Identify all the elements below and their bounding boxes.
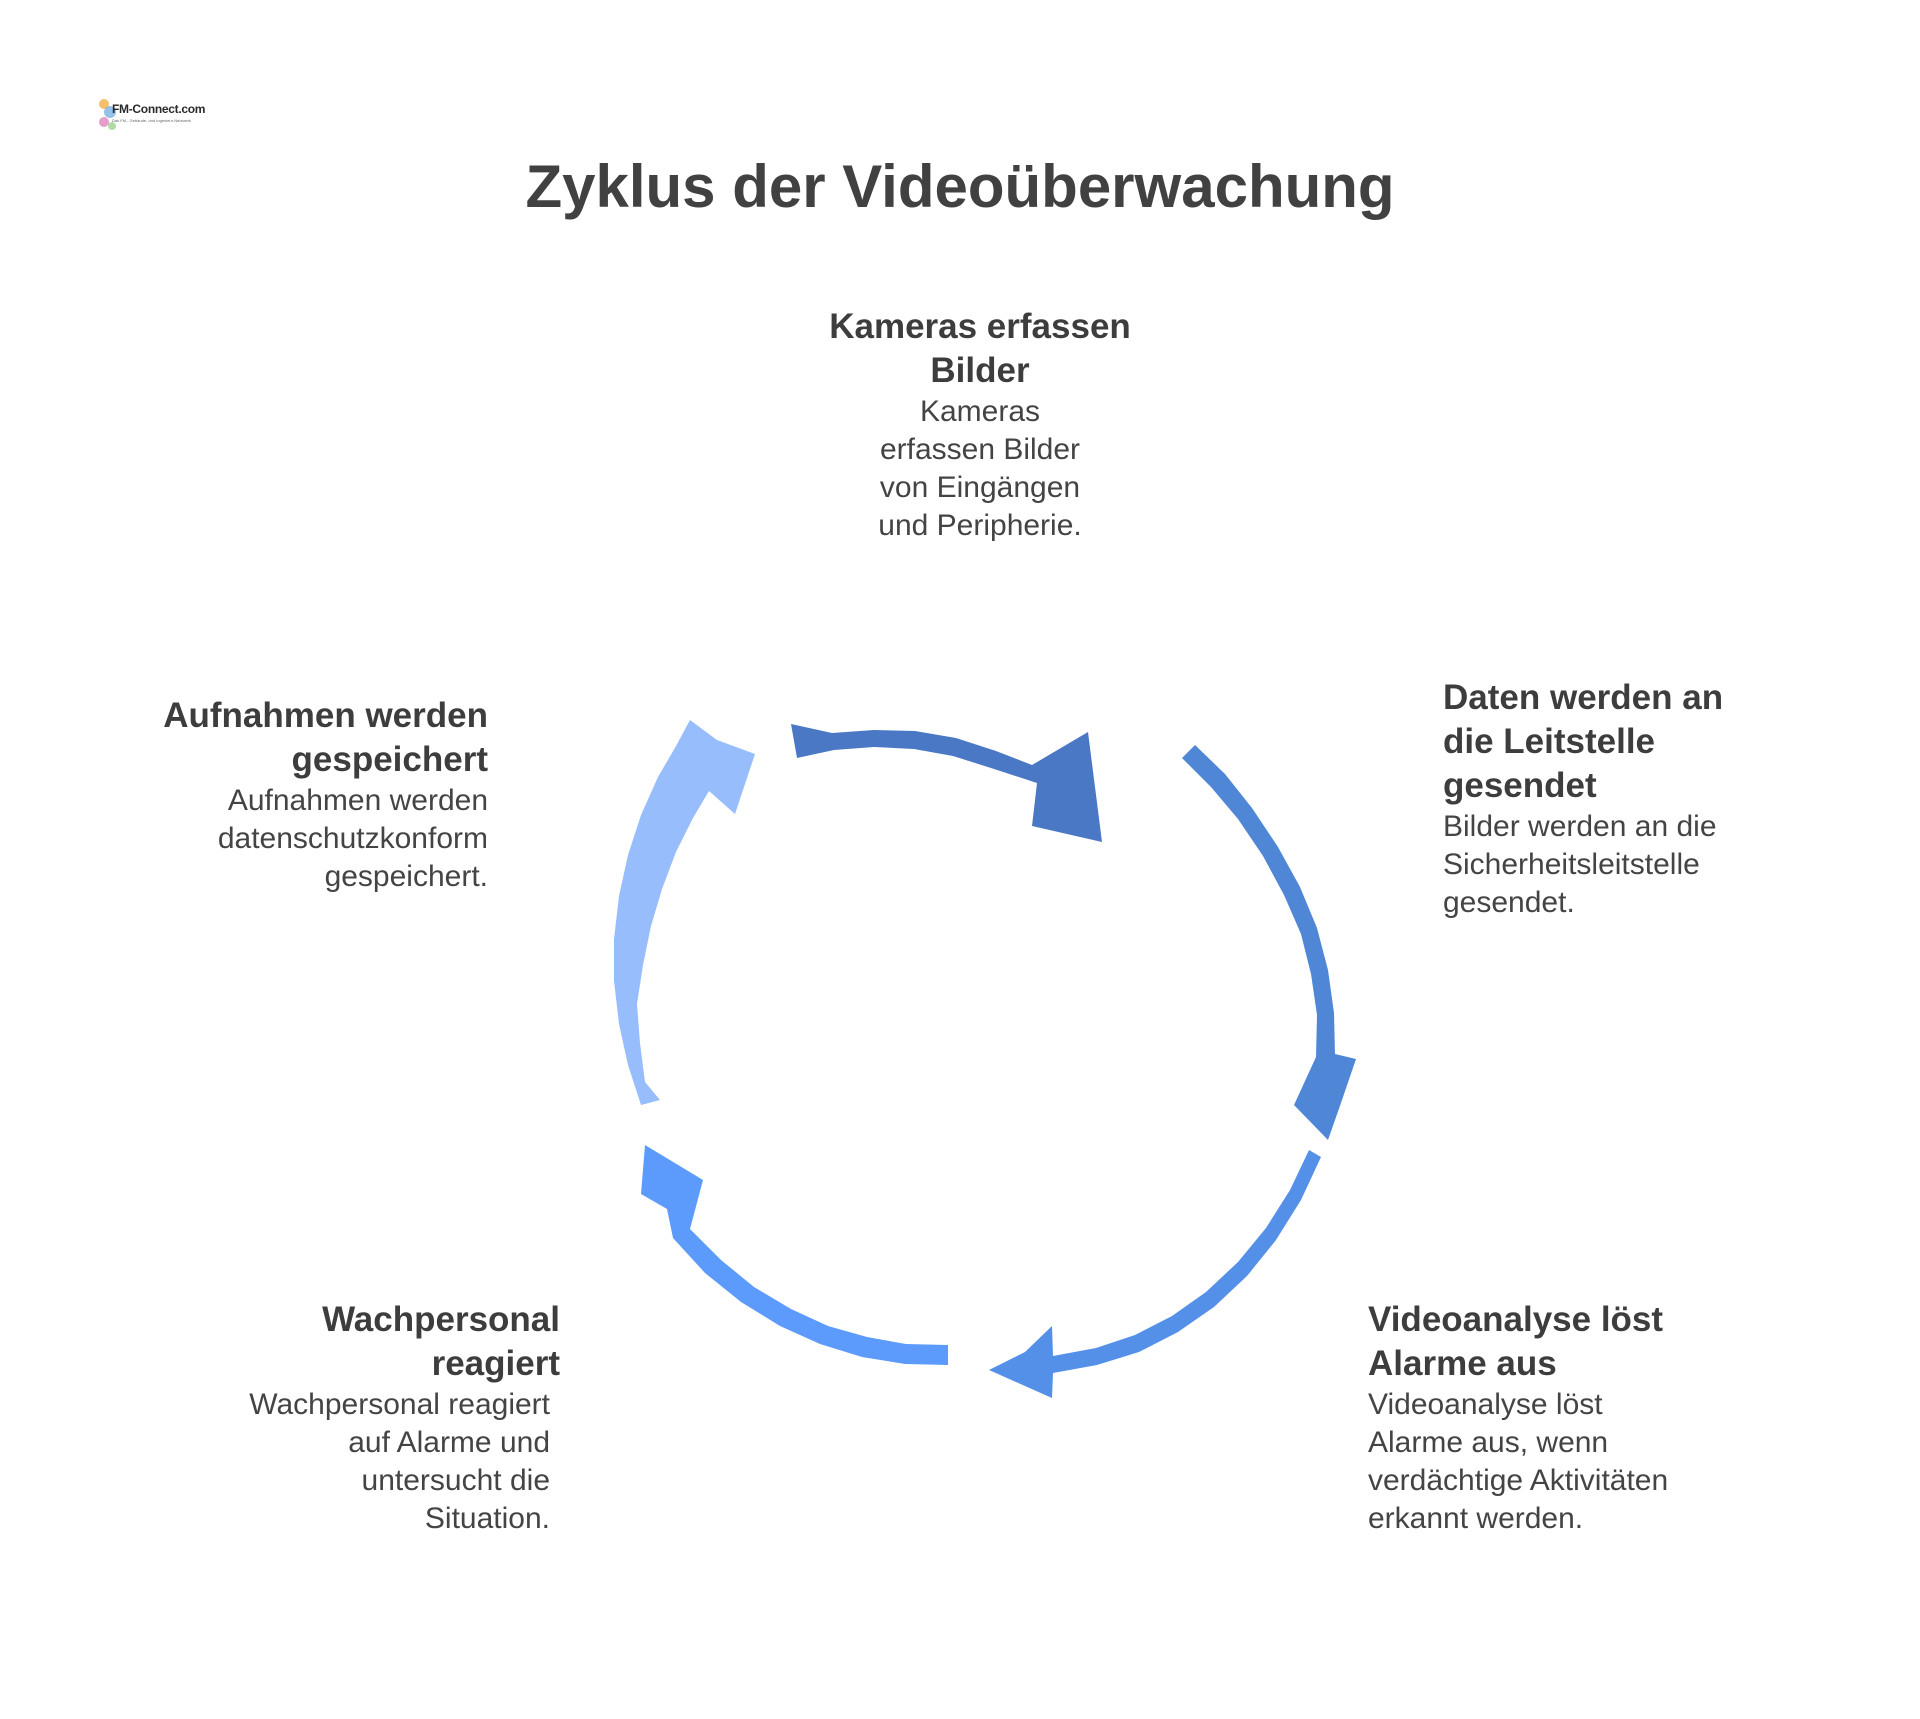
step-title: Aufnahmen werden gespeichert: [163, 696, 488, 779]
step-wachpersonal-reagiert: [230, 1298, 560, 1538]
logo-subtitle: Das FM-, Gebäude- und Ingenieur-Netzwerk: [112, 118, 191, 123]
step-description: Bilder werden an die Sicherheitsleitstelle gesendet.: [1443, 810, 1717, 919]
step-videoanalyse-alarme: [1368, 1298, 1698, 1538]
cycle-arrow-4: [641, 1145, 948, 1365]
step-title: Videoanalyse löst Alarme aus: [1368, 1300, 1664, 1383]
step-kameras-erfassen-bilder: [810, 305, 1150, 545]
logo-text: FM-Connect.com: [112, 102, 206, 116]
page-title: Zyklus der Videoüberwachung: [525, 153, 1395, 220]
step-description: Kameras erfassen Bilder von Eingängen und Peripherie.: [878, 395, 1082, 542]
step-title: Wachpersonal reagiert: [322, 1300, 560, 1383]
step-title: Daten werden an die Leitstelle gesendet: [1443, 678, 1724, 805]
cycle-arrow-5: [614, 720, 755, 1105]
cycle-arrow-2: [1182, 745, 1356, 1140]
step-title: Kameras erfassen Bilder: [829, 307, 1131, 390]
step-description: Wachpersonal reagiert auf Alarme und untersucht die Situation.: [249, 1388, 550, 1535]
step-description: Aufnahmen werden datenschutzkonform gespeichert.: [217, 784, 488, 893]
cycle-arrow-3: [989, 1150, 1321, 1398]
step-aufnahmen-gespeichert: [120, 694, 488, 896]
cycle-arrow-1: [791, 724, 1102, 842]
step-daten-an-leitstelle: [1443, 676, 1753, 922]
step-description: Videoanalyse löst Alarme aus, wenn verdächtige Aktivitäten erkannt werden.: [1368, 1388, 1669, 1535]
